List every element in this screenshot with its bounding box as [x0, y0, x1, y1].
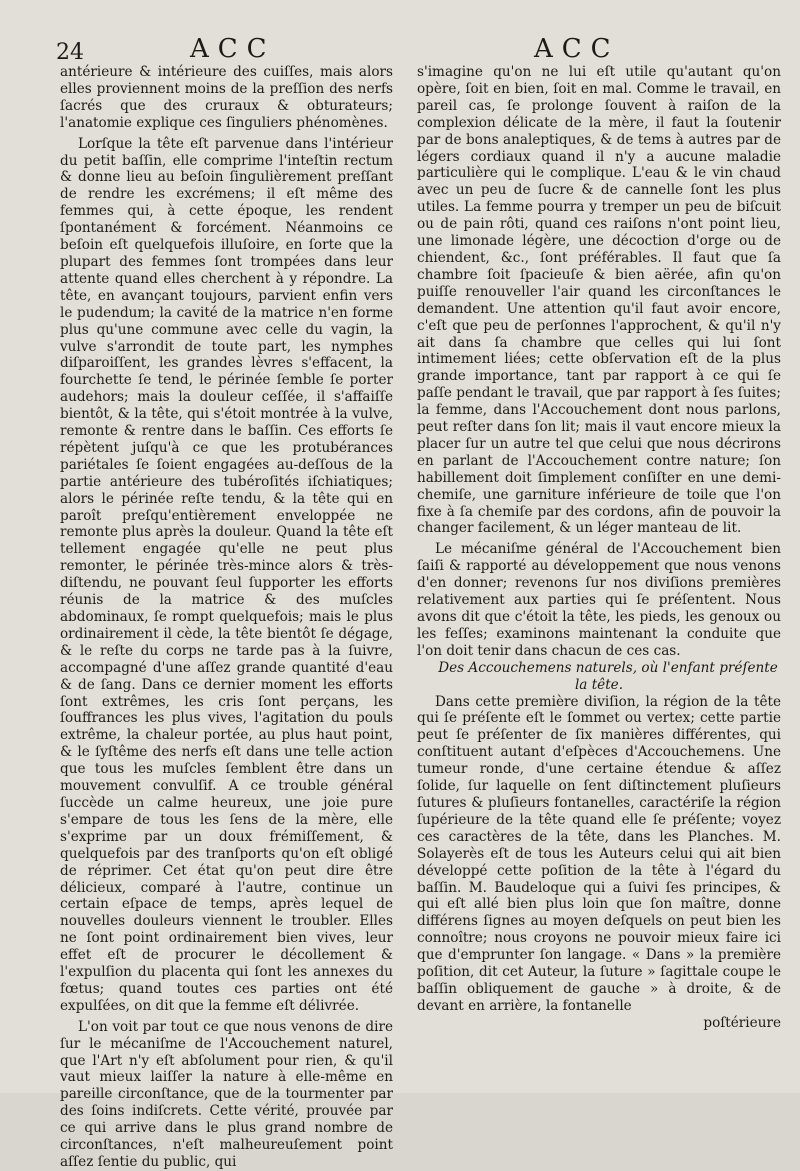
paragraph: antérieure & intérieure des cuiſſes, mais alors elles proviennent moins de la preſſion des nerfs ſacrés que des cruraux & obturateurs; l'anatomie explique ces ſinguliers phénomènes.	[60, 64, 393, 131]
running-head-right: ACC	[534, 34, 620, 64]
page-number: 24	[56, 40, 84, 65]
catchword: poſtérieure	[703, 1014, 781, 1031]
left-column	[60, 64, 393, 1170]
paragraph: Lorſque la tête eſt parvenue dans l'intérieur du petit baſſin, elle comprime l'inteſtin rectum & donne lieu au beſoin ſingulièrement preſſant de rendre les excrémens; il eſt même des femmes qui, à cette époque, les rendent ſpontanément & forcément. Néanmoins ce beſoin eſt quelquefois illuſoire, en ſorte que la plupart des femmes ſont trompées dans leur attente quand elles cherchent à y répondre. La tête, en avançant toujours, parvient enfin vers le pudendum; la cavité de la matrice n'en forme plus qu'une commune avec celle du vagin, la vulve s'arrondit de toute part, les nymphes diſparoiſſent, les grandes lèvres s'effacent, la fourchette ſe tend, le périnée ſemble ſe porter audehors; mais la douleur ceſſée, il s'affaiſſe bientôt, & la tête, qui s'étoit montrée à la vulve, remonte & rentre dans le baſſin. Ces efforts ſe répètent juſqu'à ce que les protubérances pariétales ſe ſoient engagées au-deſſous de la partie antérieure des tubéroſités iſchiatiques; alors le périnée reſte tendu, & la tête qui en paroît preſqu'entièrement enveloppée ne remonte plus après la douleur. Quand la tête eſt tellement engagée qu'elle ne peut plus remonter, le périnée très-mince alors & très-diſtendu, ne pouvant ſeul ſupporter les efforts réunis de la matrice & des muſcles abdominaux, ſe rompt quelquefois; mais le plus ordinairement il cède, la tête bientôt ſe dégage, & le reſte du corps ne tarde pas à la ſuivre, accompagné d'une aſſez grande quantité d'eau & de ſang. Dans ce dernier moment les efforts ſont extrêmes, les cris ſont perçans, les ſouffrances les plus vives, l'agitation du pouls extrême, la chaleur portée, au plus haut point, & le ſyſtême des nerfs eſt dans une telle action que tous les muſcles ſemblent être dans un mouvement convulſif. A ce trouble général ſuccède un calme heureux, une joie pure s'empare de tous les ſens de la mère, elle s'exprime par un doux frémiſſement, & quelquefois par des tranſports qu'on eſt obligé de réprimer. Cet état qu'on peut dire être délicieux, comparé à l'autre, continue un certain eſpace de temps, après lequel de nouvelles douleurs viennent le troubler. Elles ne ſont point ordinairement bien vives, leur effet eſt de procurer le décollement & l'expulſion du placenta qui ſont les annexes du fœtus; quand toutes ces parties ont été expulſées, on dit que la femme eſt délivrée.	[60, 135, 393, 1014]
section-heading: Des Accouchemens naturels, où l'enfant préſente la tête.	[438, 659, 778, 693]
running-head-left: ACC	[190, 34, 276, 64]
paragraph: Dans cette première diviſion, la région de la tête qui ſe préſente eſt le ſommet ou vertex; cette partie peut ſe préſenter de ſix manières différentes, qui conſtituent autant d'eſpèces d'Accouchemens. Une tumeur ronde, d'une certaine étendue & aſſez ſolide, ſur laquelle on ſent diſtinctement pluſieurs ſutures & pluſieurs fontanelles, caractériſe la région ſupérieure de la tête quand elle ſe préſente; voyez ces caractères de la tête, dans les Planches. M. Solayerès eſt de tous les Auteurs celui qui ait bien développé cette poſition de la tête à l'égard du baſſin. M. Baudeloque qui a ſuivi ſes principes, & qui eſt allé bien plus loin que ſon maître, donne différens ſignes au moyen deſquels on peut bien les connoître; nous croyons ne pouvoir mieux faire ici que d'emprunter ſon langage. « Dans » la première poſition, dit cet Auteur, la ſuture » ſagittale coupe le baſſin obliquement de gauche » à droite, & de devant en arrière, la fontanelle	[417, 693, 781, 1014]
paragraph: Le mécaniſme général de l'Accouchement bien ſaiſi & rapporté au développement que nous venons d'en donner; revenons ſur nos diviſions premières relativement aux parties qui ſe préſentent. Nous avons dit que c'étoit la tête, les pieds, les genoux ou les feſſes; examinons maintenant la conduite que l'on doit tenir dans chacun de ces cas.	[417, 541, 781, 659]
page-header	[0, 34, 800, 66]
right-column	[417, 64, 781, 1074]
paragraph: L'on voit par tout ce que nous venons de dire ſur le mécaniſme de l'Accouchement naturel, que l'Art n'y eſt abſolument pour rien, & qu'il vaut mieux laiſſer la nature à elle-même en pareille circonſtance, que de la tourmenter par des ſoins indiſcrets. Cette vérité, prouvée par ce qui arrive dans le plus grand nombre de circonſtances, n'eſt malheureuſement point aſſez ſentie du public, qui	[60, 1018, 393, 1170]
paragraph: s'imagine qu'on ne lui eſt utile qu'autant qu'on opère, ſoit en bien, ſoit en mal. Comme le travail, en pareil cas, ſe prolonge ſouvent à raiſon de la complexion délicate de la mère, il faut la ſoutenir par de bons analeptiques, & de tems à autres par de légers cordiaux quand il n'y a aucune maladie particulière qui le complique. L'eau & le vin chaud avec un peu de ſucre & de cannelle ſont les plus utiles. La femme pourra y tremper un peu de biſcuit ou de pain rôti, quand ces raiſons n'ont point lieu, une limonade légère, une décoction d'orge ou de chiendent, &c., ſont préférables. Il faut que ſa chambre ſoit ſpacieuſe & bien aërée, afin qu'on puiſſe renouveller l'air quand les circonſtances le demandent. Une attention qu'il faut avoir encore, c'eſt que peu de perſonnes l'approchent, & qu'il n'y ait dans ſa chambre que celles qui lui ſont intimement liées; cette obſervation eſt de la plus grande importance, tant par rapport à ce qui ſe paſſe pendant le travail, que par rapport à ſes ſuites; la femme, dans l'Accouchement dont nous parlons, peut reſter dans ſon lit; mais il vaut encore mieux la placer ſur un autre tel que celui que nous décrirons en parlant de l'Accouchement contre nature; ſon habillement doit ſimplement conſiſter en une demi-chemiſe, une garniture inférieure de toile que l'on fixe à ſa chemiſe par des cordons, afin de pouvoir la changer facilement, & un léger manteau de lit.	[417, 64, 781, 537]
